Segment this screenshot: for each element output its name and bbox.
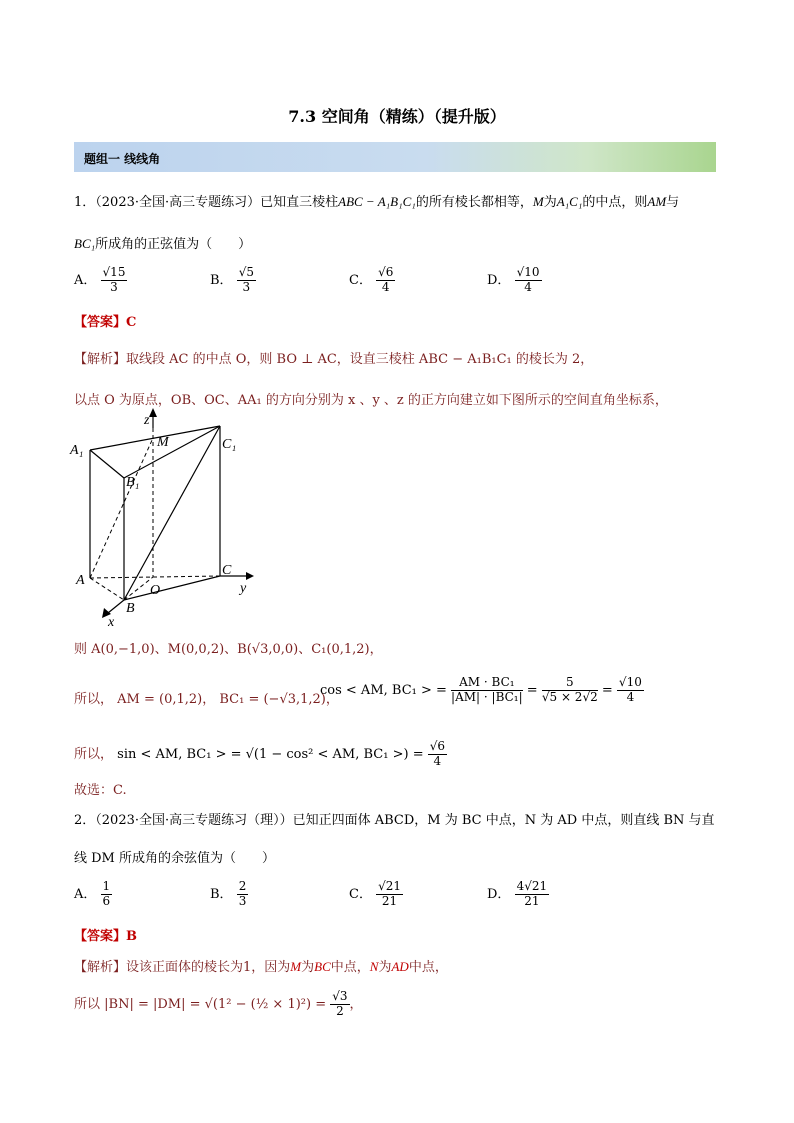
sin-lhs: sin < AM, BC₁ > = √(1 − cos² < AM, BC₁ >) = (117, 746, 424, 762)
q1-option-b[interactable] (210, 266, 256, 295)
q1-explanation-2: 以点 O 为原点，OB、OC、AA₁ 的方向分别为 x 、y 、z 的正方向建立如下图所示的空间直角坐标系， (74, 393, 668, 408)
numerator: 1 (102, 879, 111, 893)
prism-figure (64, 408, 264, 628)
vec-intro: 所以， (74, 692, 114, 707)
edge-ab-dashed (90, 578, 124, 600)
label-c1: C₁ (222, 437, 237, 452)
denominator: 3 (242, 279, 251, 294)
denominator: |AM| · |BC₁| (451, 689, 523, 704)
q1-text-d: 的中点，则 (582, 195, 648, 210)
option-fraction (237, 880, 249, 909)
option-fraction (376, 266, 395, 295)
edge-bc (124, 576, 220, 600)
numerator: 4√21 (516, 879, 548, 893)
q2-line2: 线 DM 所成角的余弦值为（ ） (74, 851, 275, 866)
q1-answer: 【答案】C (74, 315, 137, 330)
denominator: 2 (336, 1003, 344, 1018)
option-label: D． (487, 886, 511, 902)
cos-fraction (451, 676, 523, 705)
q1-cos-formula (320, 676, 644, 705)
denominator: 21 (381, 893, 398, 908)
option-label: D． (487, 272, 511, 288)
option-label: B． (210, 272, 233, 288)
q1-text-e: 与 (666, 195, 680, 210)
q1-m: M (532, 194, 544, 209)
q1-option-d[interactable] (487, 266, 542, 295)
label-c: C (222, 563, 232, 578)
option-fraction (515, 266, 542, 295)
q1-prism: ABC − A₁B₁C₁ (338, 194, 416, 209)
edge-ac-dashed (90, 576, 220, 578)
q1-a1c1: A₁C₁ (556, 194, 583, 209)
cos-mid-fraction (542, 676, 598, 705)
section-heading: 题组一 线线角 (84, 152, 161, 166)
option-fraction (515, 880, 550, 909)
numerator: √3 (332, 989, 348, 1003)
numerator: √15 (102, 265, 126, 279)
q1-conclusion: 故选：C. (74, 783, 127, 798)
label-y: y (240, 581, 247, 596)
numerator: √10 (618, 675, 642, 689)
q1-option-c[interactable] (349, 266, 395, 295)
x-axis (108, 600, 124, 613)
option-label: A． (74, 886, 97, 902)
equals-sign-1: = (526, 682, 538, 698)
q2-exp-d: 为 (378, 960, 392, 975)
q2-exp-a: 【解析】设该正面体的棱长为1，因为 (74, 960, 291, 975)
numerator: √10 (516, 265, 540, 279)
segment-am-dashed (90, 438, 153, 578)
option-label: B． (210, 886, 233, 902)
q2-answer: 【答案】B (74, 929, 137, 944)
q2-exp-c: 中点， (330, 960, 370, 975)
q2-exp-b: 为 (301, 960, 315, 975)
label-b: B (126, 601, 135, 616)
denominator: 4 (524, 279, 532, 294)
equals-sign-2: = (601, 682, 613, 698)
q1-question: 所成角的正弦值为（ ） (95, 237, 252, 252)
q2-exp-ad: AD (391, 959, 409, 974)
numerator: AM · BC₁ (451, 676, 523, 691)
label-b1: B₁ (126, 475, 140, 490)
q2-line1: 2．（2023·全国·高三专题练习（理））已知正四面体 ABCD，M 为 BC 中点，N 为 AD 中点，则直线 BN 与直 (74, 813, 715, 828)
q1-option-a[interactable] (74, 266, 127, 295)
q2-result-fraction (330, 990, 349, 1019)
q1-bc1: BC₁ (74, 236, 96, 251)
option-fraction (237, 266, 256, 295)
vector-bc1: BC₁ = (−√3,1,2)， (219, 692, 339, 707)
q1-vector-line (74, 688, 339, 707)
option-fraction (376, 880, 403, 909)
edge-a1c1 (90, 426, 220, 450)
numerator: 5 (542, 676, 598, 691)
q2-exp-e: 中点， (408, 960, 448, 975)
q1-explanation-1: 【解析】取线段 AC 的中点 O，则 BO ⊥ AC，设直三棱柱 ABC − A₁B₁C₁ 的棱长为 2， (74, 352, 594, 367)
label-o: O (150, 583, 161, 598)
q2-exp-m: M (290, 959, 302, 974)
q1-text-b: 的所有棱长都相等， (415, 195, 533, 210)
label-a1: A₁ (70, 443, 84, 458)
q1-line2 (74, 233, 251, 252)
option-label: C． (349, 272, 372, 288)
option-label: C． (349, 886, 372, 902)
sin-result-fraction (428, 740, 447, 769)
q2-formula: 所以 |BN| = |DM| = √(1² − (½ × 1)²) = (74, 996, 327, 1012)
denominator: √5 × 2√2 (541, 689, 598, 704)
sin-intro: 所以， (74, 746, 114, 762)
numerator: √6 (429, 739, 446, 753)
denominator: 6 (102, 893, 111, 908)
numerator: 2 (238, 879, 247, 893)
q1-coordinates: 则 A(0,−1,0)、M(0,0,2)、B(√3,0,0)、C₁(0,1,2)， (74, 642, 383, 657)
q2-explanation-2 (74, 990, 363, 1019)
q2-exp-bc: BC (314, 959, 331, 974)
q2-option-d[interactable] (487, 880, 549, 909)
numerator: √21 (378, 879, 402, 893)
numerator: √6 (378, 265, 394, 279)
z-arrow (149, 408, 157, 417)
q2-option-c[interactable] (349, 880, 403, 909)
denominator: 3 (110, 279, 118, 294)
q1-sin-line (74, 740, 447, 769)
label-m: M (157, 435, 169, 450)
denominator: 4 (433, 753, 442, 768)
label-z: z (144, 413, 150, 428)
q1-am: AM (647, 194, 667, 209)
cos-result-fraction (617, 676, 644, 705)
option-fraction (101, 266, 128, 295)
q1-line1 (74, 191, 679, 210)
numerator: √5 (238, 265, 254, 279)
denominator: 4 (381, 279, 390, 294)
q2-option-a[interactable] (74, 880, 112, 909)
q1-text-a: 1．（2023·全国·高三专题练习）已知直三棱柱 (74, 195, 339, 210)
denominator: 3 (238, 893, 247, 908)
q2-option-b[interactable] (210, 880, 248, 909)
q1-text-c: 为 (543, 195, 557, 210)
vector-am: AM = (0,1,2)， (117, 692, 216, 707)
label-x: x (108, 615, 115, 628)
q2-formula-end: ， (349, 996, 363, 1012)
page-title: 7.3 空间角（精练）（提升版） (288, 107, 506, 126)
option-fraction (101, 880, 113, 909)
denominator: 4 (626, 689, 635, 704)
q2-explanation-1 (74, 956, 448, 975)
denominator: 21 (524, 893, 540, 908)
section-band (74, 142, 716, 172)
y-arrow (246, 572, 254, 580)
option-label: A． (74, 272, 97, 288)
label-a: A (76, 573, 85, 588)
q2-exp-n: N (369, 959, 379, 974)
cos-lhs: cos < AM, BC₁ > = (320, 682, 447, 698)
edge-a1b1 (90, 450, 124, 478)
